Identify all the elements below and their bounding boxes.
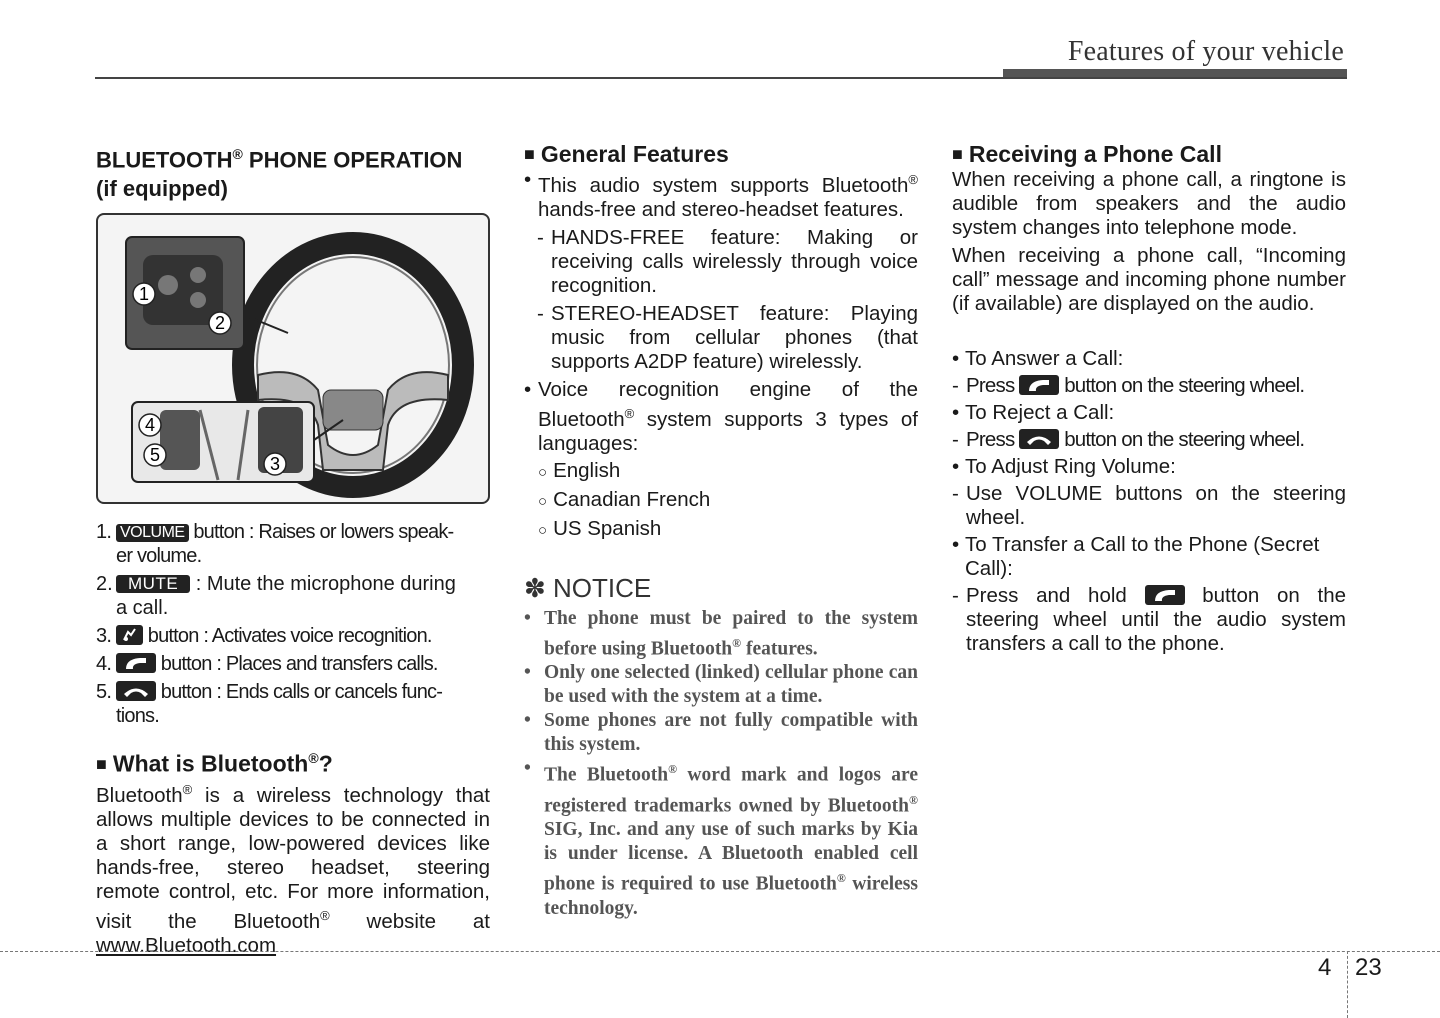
list-item: - Press button on the steering wheel. — [952, 428, 1305, 451]
column-2 — [524, 140, 918, 921]
general-features-heading: ■ General Features — [524, 141, 729, 167]
list-item: - Press and hold button on the steering wheel until the audio system transfers a call to the phone. — [952, 584, 1346, 655]
page-number: 23 — [1355, 954, 1382, 981]
callout-1: 1 — [138, 284, 150, 305]
steering-wheel-figure — [96, 213, 490, 504]
page-title: BLUETOOTH® PHONE OPERATION (if equipped) — [96, 146, 463, 202]
what-is-bluetooth-text: Bluetooth® is a wireless technology that allows multiple devices to be connected in a short range, low-powered devices like hands-free, stereo headset, steering remote control, etc. For more information, visit the Bluetooth® website at www.Bluetooth.com — [96, 781, 490, 957]
notice-item: • Only one selected (linked) cellular phone can be used with the system at a time. — [524, 662, 918, 708]
steering-wheel-illustration — [98, 215, 488, 502]
notice-title: ✽ NOTICE — [524, 572, 652, 603]
footer-divider — [1347, 951, 1348, 1018]
receiving-text-1: When receiving a phone call, a ringtone is audible from speakers and the audio system changes into telephone mode. — [952, 168, 1346, 239]
list-item: 4. button : Places and transfers calls. — [96, 653, 438, 676]
callout-5: 5 — [149, 445, 161, 466]
language-item: ○ US Spanish — [538, 516, 662, 540]
callout-2: 2 — [214, 313, 226, 334]
list-item: 1. VOLUME button : Raises or lowers speak- er volume. — [96, 521, 454, 568]
column-3 — [952, 140, 1346, 656]
call-answer-icon — [116, 653, 156, 673]
header-rule — [95, 77, 1347, 79]
list-item: • To Answer a Call: — [952, 347, 1124, 370]
receiving-call-heading: ■ Receiving a Phone Call — [952, 141, 1222, 167]
language-item: ○ Canadian French — [538, 487, 711, 511]
column-1 — [96, 140, 490, 958]
voice-recognition-icon — [116, 625, 143, 645]
language-item: ○ English — [538, 458, 621, 482]
bluetooth-website-link[interactable]: www.Bluetooth.com — [96, 933, 277, 957]
notice-item: • Some phones are not fully compatible with this system. — [524, 710, 918, 756]
list-item: • To Adjust Ring Volume: — [952, 455, 1176, 478]
list-item: • This audio system supports Bluetooth® hands-free and stereo-headset features. — [524, 168, 918, 221]
chapter-number: 4 — [1318, 954, 1332, 981]
callout-4: 4 — [144, 415, 156, 436]
list-item: • Voice recognition engine of the Bluetooth® system supports 3 types of languages: — [524, 377, 918, 455]
list-item: • To Reject a Call: — [952, 401, 1115, 424]
list-item: - HANDS-FREE feature: Making or receiving calls wirelessly through voice recognition. — [537, 225, 918, 297]
list-item: • To Transfer a Call to the Phone (Secret Call): — [952, 533, 1320, 580]
list-item: - Press button on the steering wheel. — [952, 374, 1305, 397]
call-end-icon — [1019, 429, 1059, 449]
notice-item: • The Bluetooth® word mark and logos are registered trademarks owned by Bluetooth® SIG, Inc. and any use of such marks by Kia is under license. A Bluetooth enabled cell phone is required to use Bluetooth® wireless technology. — [524, 758, 919, 919]
what-is-bluetooth-heading: ■ What is Bluetooth®? — [96, 750, 333, 777]
volume-badge: VOLUME — [116, 524, 189, 542]
running-header: Features of your vehicle — [1067, 36, 1344, 67]
list-item: 2. MUTE : Mute the microphone during a call. — [96, 573, 456, 620]
callout-3: 3 — [269, 454, 281, 475]
call-answer-icon — [1019, 375, 1059, 395]
list-item: - Use VOLUME buttons on the steering wheel. — [952, 482, 1346, 529]
mute-badge: MUTE — [116, 575, 190, 593]
list-item: 3. button : Activates voice recognition. — [96, 625, 432, 648]
list-item: - STEREO-HEADSET feature: Playing music from cellular phones (that supports A2DP feature) wirelessly. — [537, 301, 918, 373]
list-item: 5. button : Ends calls or cancels func- tions. — [96, 681, 443, 728]
notice-item: • The phone must be paired to the system before using Bluetooth® features. — [524, 607, 918, 660]
footer-rule — [0, 951, 1440, 952]
call-end-icon — [116, 681, 156, 701]
receiving-text-2: When receiving a phone call, “Incoming call” message and incoming phone number (if available) are displayed on the audio. — [952, 244, 1346, 315]
call-answer-icon — [1145, 585, 1185, 605]
